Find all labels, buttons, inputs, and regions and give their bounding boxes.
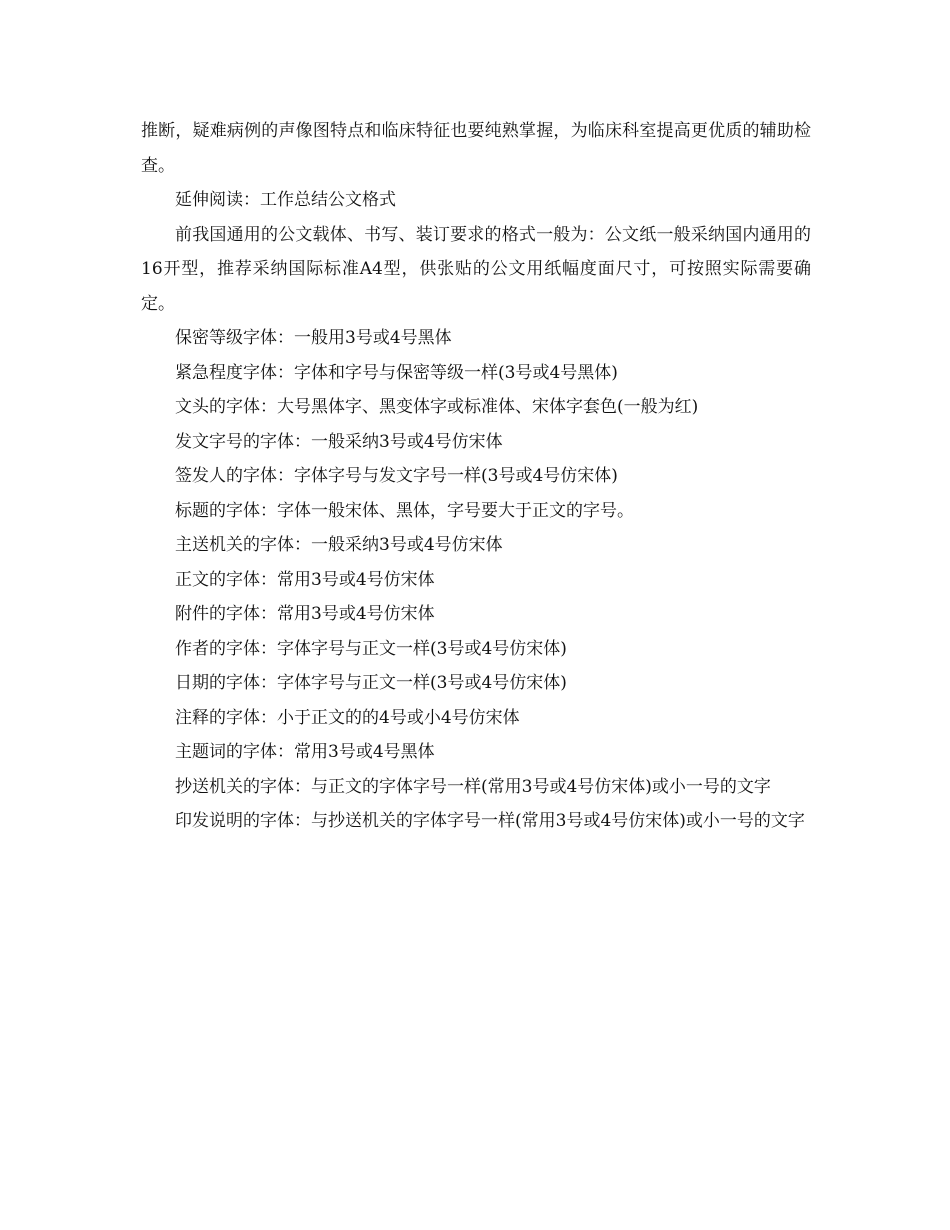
paragraph-13: 作者的字体：字体字号与正文一样(3号或4号仿宋体) xyxy=(175,638,567,659)
paragraph-1: 推断，疑难病例的声像图特点和临床特征也要纯熟掌握，为临床科室提高更优质的辅助检查。 xyxy=(141,121,811,176)
paragraph-17: 抄送机关的字体：与正文的字体字号一样(常用3号或4号仿宋体)或小一号的文字 xyxy=(175,776,771,797)
paragraph-2: 延伸阅读：工作总结公文格式 xyxy=(175,190,396,210)
paragraph-3: 前我国通用的公文载体、书写、装订要求的格式一般为：公文纸一般采纳国内通用的16开型，推荐采纳国际标准A4型，供张贴的公文用纸幅度面尺寸，可按照实际需要确定。 xyxy=(141,224,811,314)
paragraph-16: 主题词的字体：常用3号或4号黑体 xyxy=(175,742,435,762)
paragraph-10: 主送机关的字体：一般采纳3号或4号仿宋体 xyxy=(175,535,503,555)
paragraph-4: 保密等级字体：一般用3号或4号黑体 xyxy=(175,328,452,348)
document-body xyxy=(141,114,811,839)
paragraph-15: 注释的字体：小于正文的的4号或小4号仿宋体 xyxy=(175,707,520,728)
paragraph-9: 标题的字体：字体一般宋体、黑体，字号要大于正文的字号。 xyxy=(175,500,634,521)
paragraph-5: 紧急程度字体：字体和字号与保密等级一样(3号或4号黑体) xyxy=(175,362,618,383)
paragraph-7: 发文字号的字体：一般采纳3号或4号仿宋体 xyxy=(175,431,503,452)
paragraph-6: 文头的字体：大号黑体字、黑变体字或标准体、宋体字套色(一般为红) xyxy=(175,397,699,417)
paragraph-18: 印发说明的字体：与抄送机关的字体字号一样(常用3号或4号仿宋体)或小一号的文字 xyxy=(175,811,805,831)
paragraph-14: 日期的字体：字体字号与正文一样(3号或4号仿宋体) xyxy=(175,673,567,693)
paragraph-8: 签发人的字体：字体字号与发文字号一样(3号或4号仿宋体) xyxy=(175,466,618,486)
paragraph-11: 正文的字体：常用3号或4号仿宋体 xyxy=(175,569,435,590)
paragraph-12: 附件的字体：常用3号或4号仿宋体 xyxy=(175,604,435,624)
